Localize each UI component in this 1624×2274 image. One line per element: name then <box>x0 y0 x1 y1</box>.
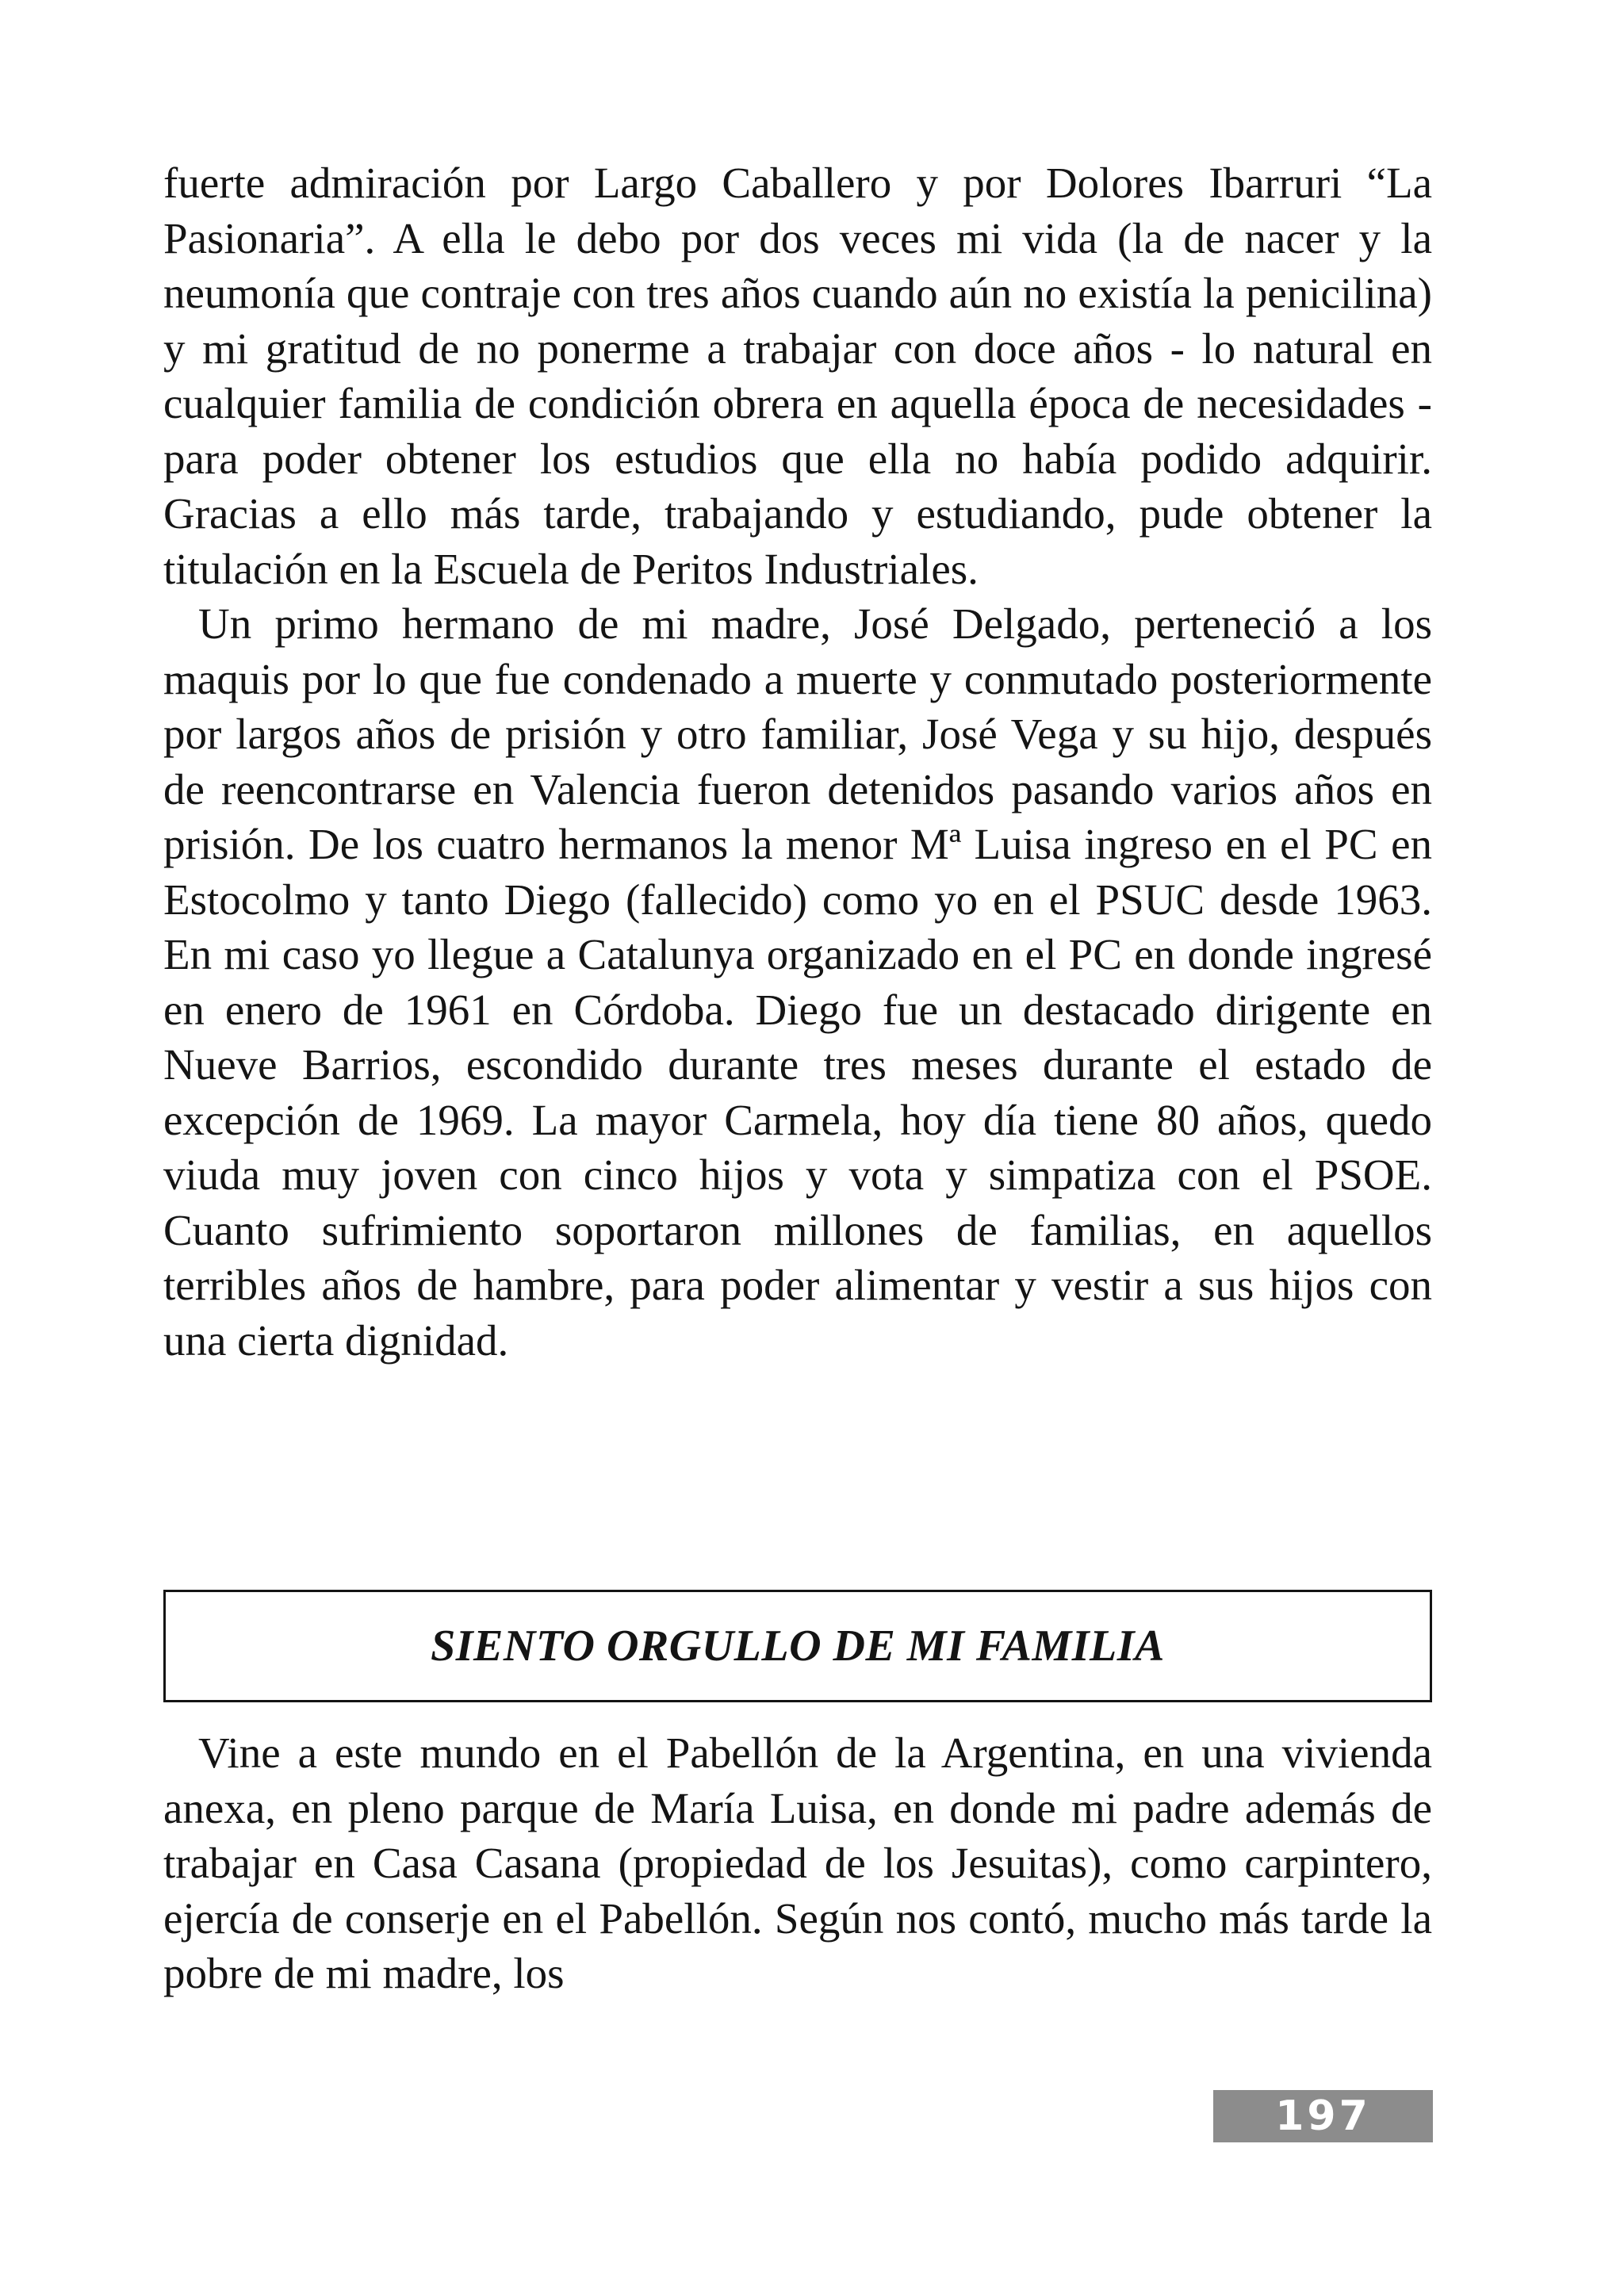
paragraph: Un primo hermano de mi madre, José Delgado, perteneció a los maquis por lo que fue condenado a muerte y conmutado posteriormente por largos años de prisión y otro familiar, José Vega y su hijo, después de reencontrarse en Valencia fueron detenidos pasando varios años en prisión. De los cuatro hermanos la menor Mª Luisa ingreso en el PC en Estocolmo y tanto Diego (fallecido) como yo en el PSUC desde 1963. En mi caso yo llegue a Catalunya organizado en el PC en donde ingresé en enero de 1961 en Córdoba. Diego fue un destacado dirigente en Nueve Barrios, escondido durante tres meses durante el estado de excepción de 1969. La mayor Carmela, hoy día tiene 80 años, quedo viuda muy joven con cinco hijos y vota y simpatiza con el PSOE. Cuanto sufrimiento soportaron millones de familias, en aquellos terribles años de hambre, para poder alimentar y vestir a sus hijos con una cierta dignidad. <box>163 599 1432 1365</box>
page-number: 197 <box>1275 2092 1371 2140</box>
section-heading-box <box>163 1590 1432 1702</box>
section-heading: SIENTO ORGULLO DE MI FAMILIA <box>431 1621 1165 1671</box>
body-text-bottom <box>163 1725 1432 2001</box>
paragraph: Vine a este mundo en el Pabellón de la Argentina, en una vivienda anexa, en pleno parque de María Luisa, en donde mi padre además de trabajar en Casa Casana (propiedad de los Jesuitas), como carpintero, ejercía de conserje en el Pabellón. Según nos contó, mucho más tarde la pobre de mi madre, los <box>163 1728 1432 1997</box>
page-number-badge <box>1213 2090 1433 2142</box>
body-text-top <box>163 155 1432 1368</box>
paragraph: fuerte admiración por Largo Caballero y por Dolores Ibarruri “La Pasionaria”. A ella le debo por dos veces mi vida (la de nacer y la neumonía que contraje con tres años cuando aún no existía la penicilina) y mi gratitud de no ponerme a trabajar con doce años - lo natural en cualquier familia de condición obrera en aquella época de necesidades - para poder obtener los estudios que ella no había podido adquirir. Gracias a ello más tarde, trabajando y estudiando, pude obtener la titulación en la Escuela de Peritos Industriales. <box>163 159 1432 593</box>
